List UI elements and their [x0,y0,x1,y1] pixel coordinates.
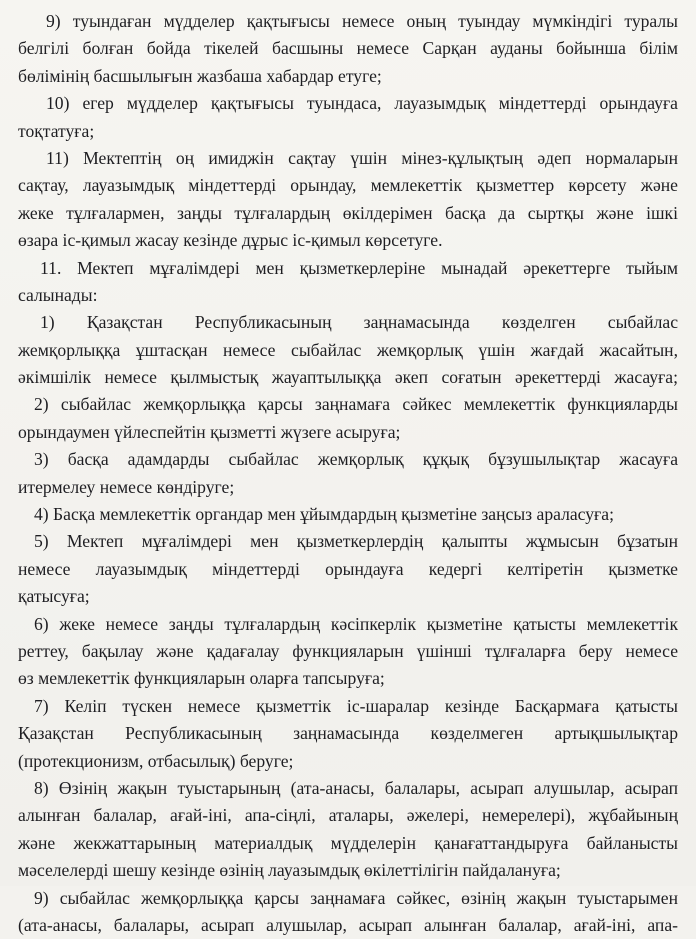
text-line: 9) сыбайлас жемқорлыққа қарсы заңнамаға сәйкес, өзінің жақын туыстарымен [34,887,678,908]
text-line: (ата-анасы, балалары, асырап алушылар, асырап алынған балалар, ағай-іні, апа- [18,914,678,935]
text-line: қатысуға; [18,586,90,607]
text-line: Қазақстан Республикасының заңнамасында көзделмеген артықшылықтар [18,723,678,744]
text-line: бөлімінің басшылығын жазбаша хабардар етуге; [18,65,382,86]
text-line: сақтау, лауазымдық міндеттерді орындау, мемлекеттік қызметтер көрсету және [18,175,678,196]
text-line: және жекжаттарының материалдық мүдделерін қанағаттандыруға байланысты [18,832,678,853]
text-line: мәселелерді шешу кезінде өзінің лауазымдық өкілеттілігін пайдалануға; [18,860,561,881]
text-line: 9) туындаған мүдделер қақтығысы немесе оның туындау мүмкіндігі туралы [46,11,678,31]
text-line: жеке тұлғалармен, заңды тұлғалардың өкілдерімен басқа да сыртқы және ішкі [18,202,678,223]
text-line: 3) басқа адамдарды сыбайлас жемқорлық құқық бұзушылықтар жасауға [34,449,678,470]
text-line: тоқтатуға; [18,120,95,141]
text-line: немесе лауазымдық міндеттерді орындауға кедергі келтіретін қызметке [18,558,678,579]
text-line: жемқорлыққа ұштасқан немесе сыбайлас жемқорлық үшін жағдай жасайтын, [18,339,678,360]
document-body [18,8,678,939]
text-line: реттеу, бақылау және қадағалау функцияларын үшінші тұлғаларға беру немесе [18,640,678,661]
text-line: 4) Басқа мемлекеттік органдар мен ұйымдардың қызметіне заңсыз араласуға; [34,504,614,525]
text-line: 8) Өзінің жақын туыстарының (ата-анасы, балалары, асырап алушылар, асырап [34,777,678,798]
text-line: 6) жеке немесе заңды тұлғалардың кәсіпкерлік қызметіне қатысты мемлекеттік [34,613,678,634]
text-line: 10) егер мүдделер қақтығысы туындаса, лауазымдық міндеттерді орындауға [46,93,678,114]
text-line: салынады: [18,284,98,305]
text-line: әкімшілік немесе қылмыстық жауаптылыққа әкеп соғатын әрекеттерді жасауға; [18,367,678,388]
text-line: 1) Қазақстан Республикасының заңнамасында көзделген сыбайлас [40,312,678,333]
text-line: өз мемлекеттік функцияларын оларға тапсыруға; [18,668,385,689]
text-line: итермелеу немесе көндіруге; [18,476,235,497]
text-line: 11) Мектептің оң имиджін сақтау үшін мінез-құлықтың әдеп нормаларын [46,147,678,168]
text-line: 5) Мектеп мұғалімдері мен қызметкерлердің қалыпты жұмысын бұзатын [34,531,678,552]
text-line: өзара іс-қимыл жасау кезінде дұрыс іс-қимыл көрсетуге. [18,230,443,251]
text-line: 11. Мектеп мұғалімдері мен қызметкерлеріне мынадай әрекеттерге тыйым [40,257,678,278]
text-line: орындаумен үйлеспейтін қызметті жүзеге асыруға; [18,421,401,442]
text-line: 7) Келіп түскен немесе қызметтік іс-шаралар кезінде Басқармаға қатысты [34,695,678,716]
text-line: (протекционизм, отбасылық) беруге; [18,750,294,771]
text-line: алынған балалар, ағай-іні, апа-сіңлі, аталары, әжелері, немерелері), жұбайының [18,805,678,826]
text-line: белгілі болған бойда тікелей басшыны немесе Сарқан ауданы бойынша білім [18,38,678,59]
text-line: 2) сыбайлас жемқорлыққа қарсы заңнамаға сәйкес мемлекеттік функцияларды [34,394,678,415]
